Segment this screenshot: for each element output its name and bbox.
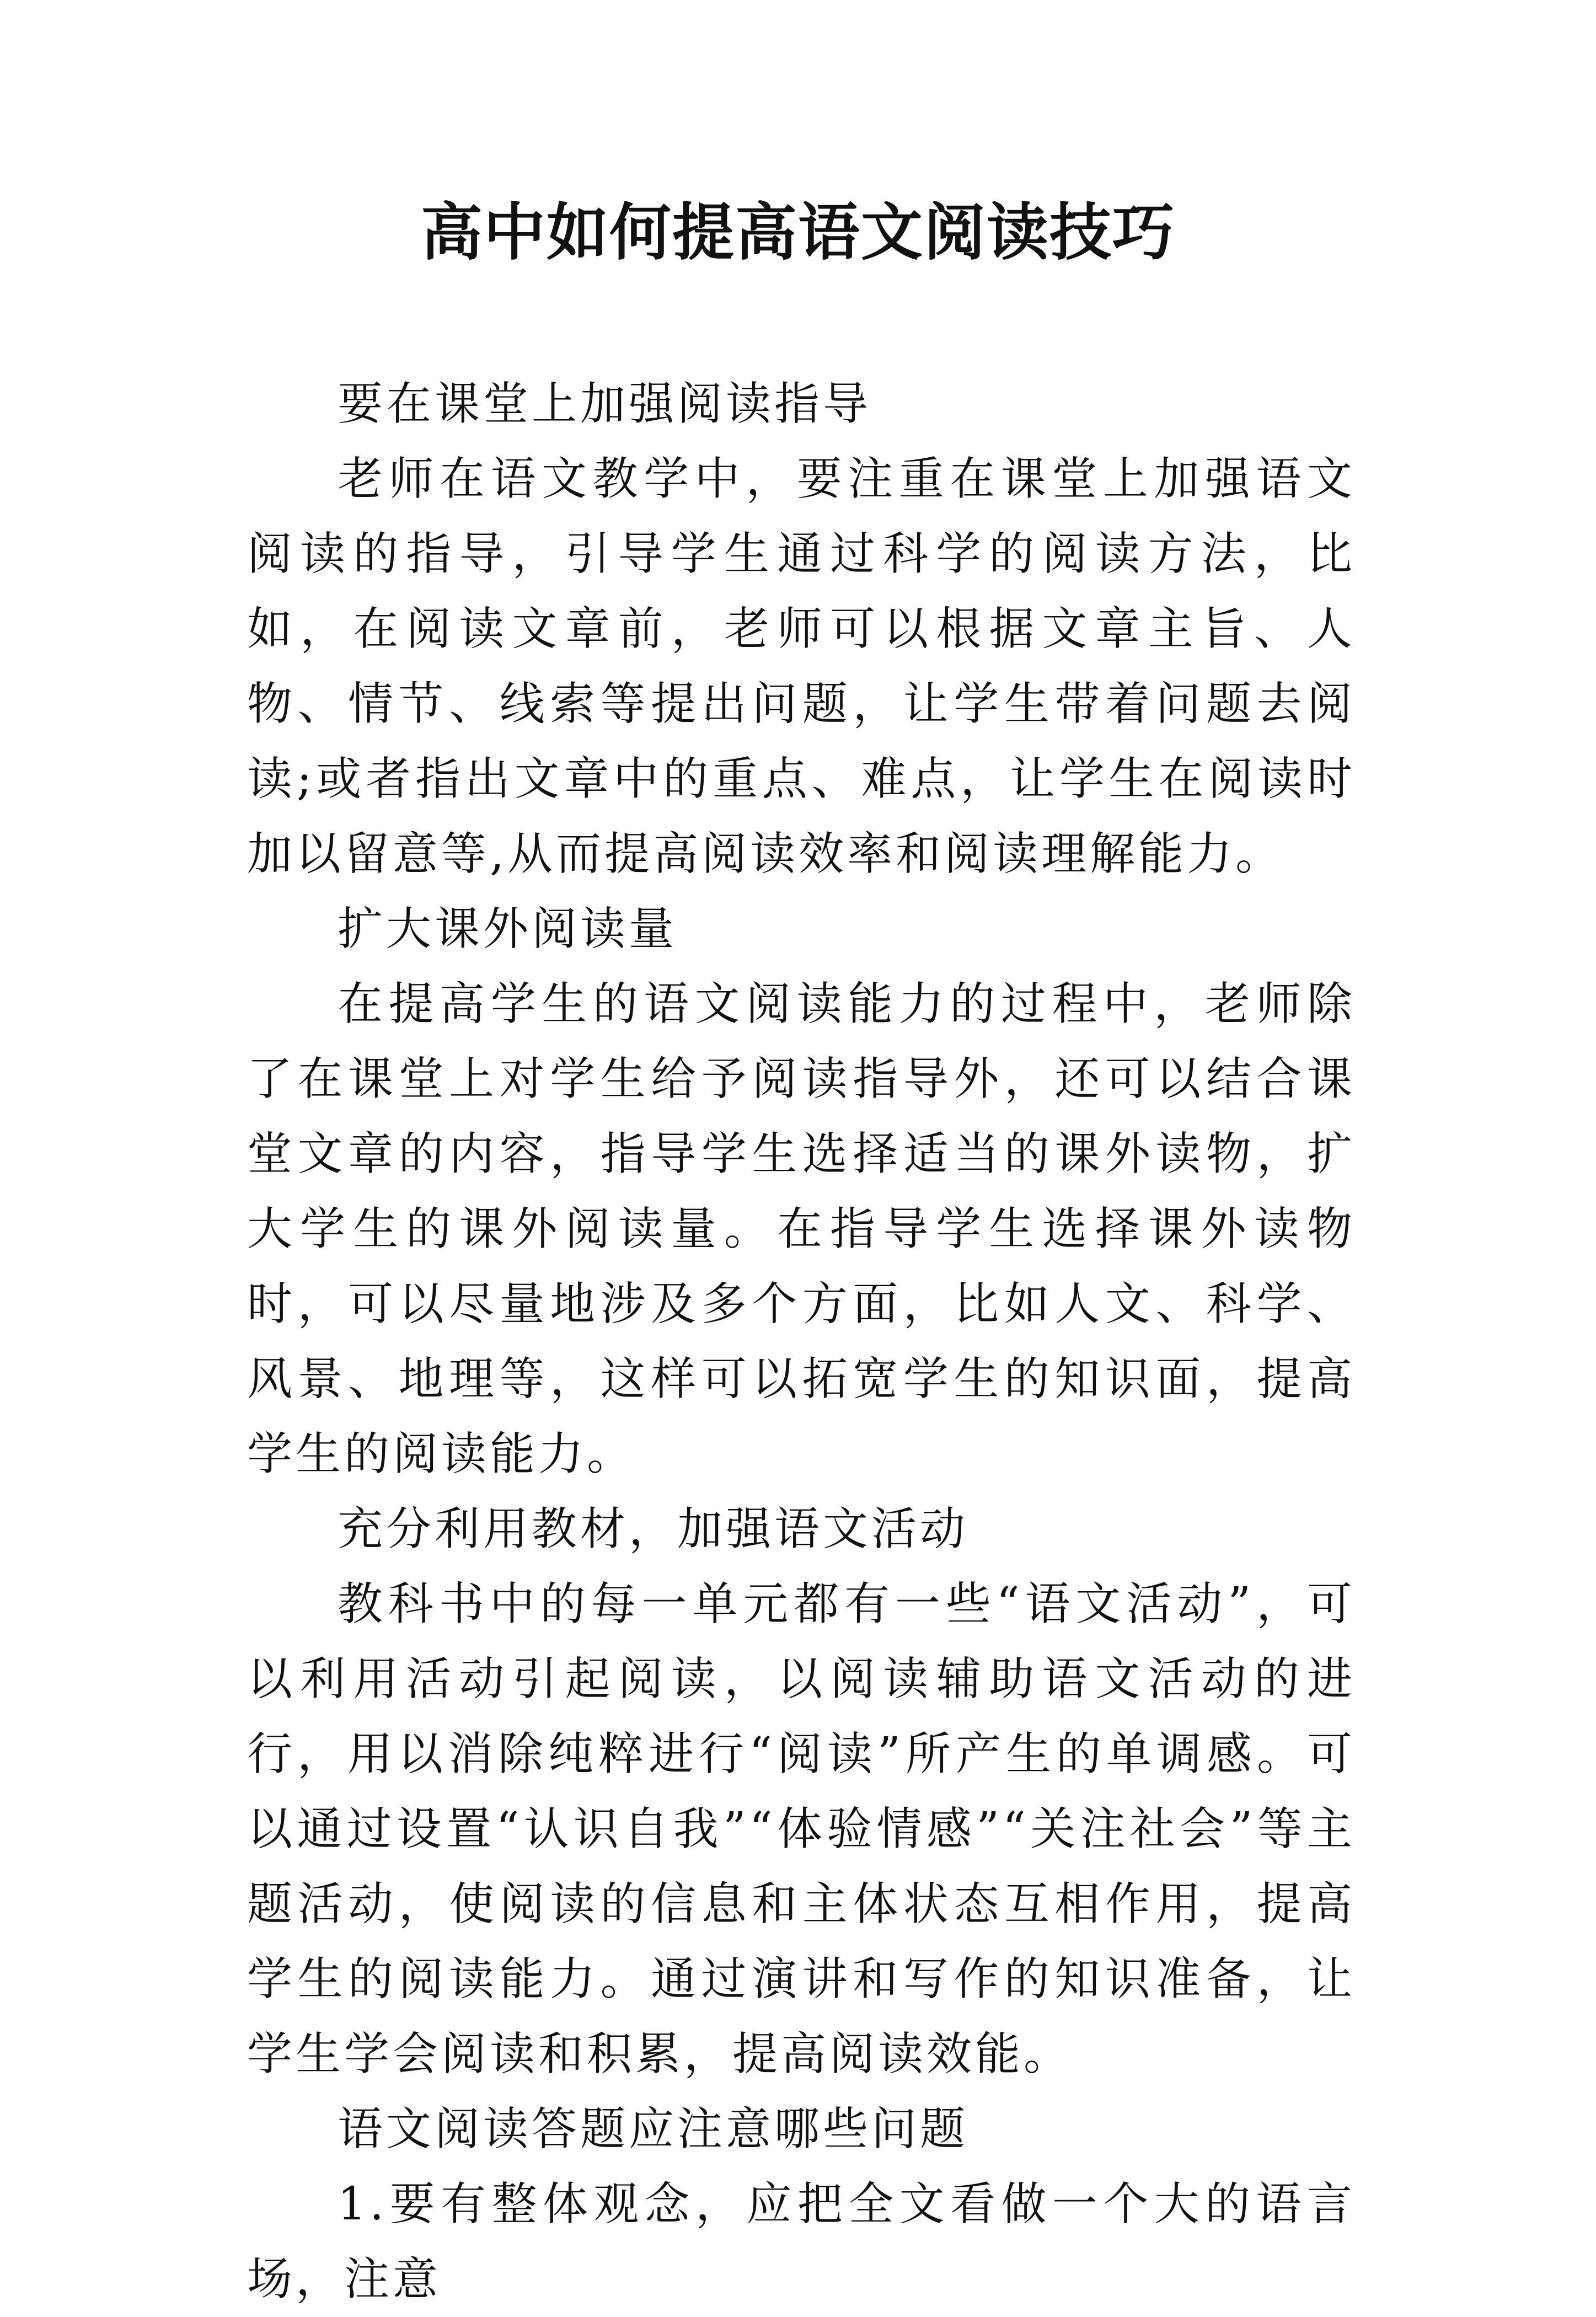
section-heading-classroom-guidance: 要在课堂上加强阅读指导 <box>338 378 872 430</box>
section-heading-extracurricular-reading: 扩大课外阅读量 <box>338 903 678 955</box>
paragraph-classroom-guidance: 老师在语文教学中，要注重在课堂上加强语文阅读的指导，引导学生通过科学的阅读方法，比如，在阅读文章前，老师可以根据文章主旨、人物、情节、线索等提出问题，让学生带着问题去阅读;或者指出文章中的重点、难点，让学生在阅读时加以留意等,从而提高阅读效率和阅读理解能力。 <box>247 453 1356 880</box>
paragraph-answering-tip-1: 1.要有整体观念，应把全文看做一个大的语言场，注意 <box>247 2178 1356 2305</box>
document-title: 高中如何提高语文阅读技巧 <box>421 196 1175 269</box>
section-heading-answering-tips: 语文阅读答题应注意哪些问题 <box>338 2103 969 2155</box>
paragraph-textbook-activities: 教科书中的每一单元都有一些“语文活动”，可以利用活动引起阅读，以阅读辅助语文活动的进行，用以消除纯粹进行“阅读”所产生的单调感。可以通过设置“认识自我”“体验情感”“关注社会”等主题活动，使阅读的信息和主体状态互相作用，提高学生的阅读能力。通过演讲和写作的知识准备，让学生学会阅读和积累，提高阅读效能。 <box>247 1578 1356 2080</box>
paragraph-extracurricular-reading: 在提高学生的语文阅读能力的过程中，老师除了在课堂上对学生给予阅读指导外，还可以结合课堂文章的内容，指导学生选择适当的课外读物，扩大学生的课外阅读量。在指导学生选择课外读物时，可以尽量地涉及多个方面，比如人文、科学、风景、地理等，这样可以拓宽学生的知识面，提高学生的阅读能力。 <box>247 978 1356 1480</box>
document-body <box>247 367 1356 2317</box>
section-heading-textbook-activities: 充分利用教材，加强语文活动 <box>338 1503 969 1555</box>
